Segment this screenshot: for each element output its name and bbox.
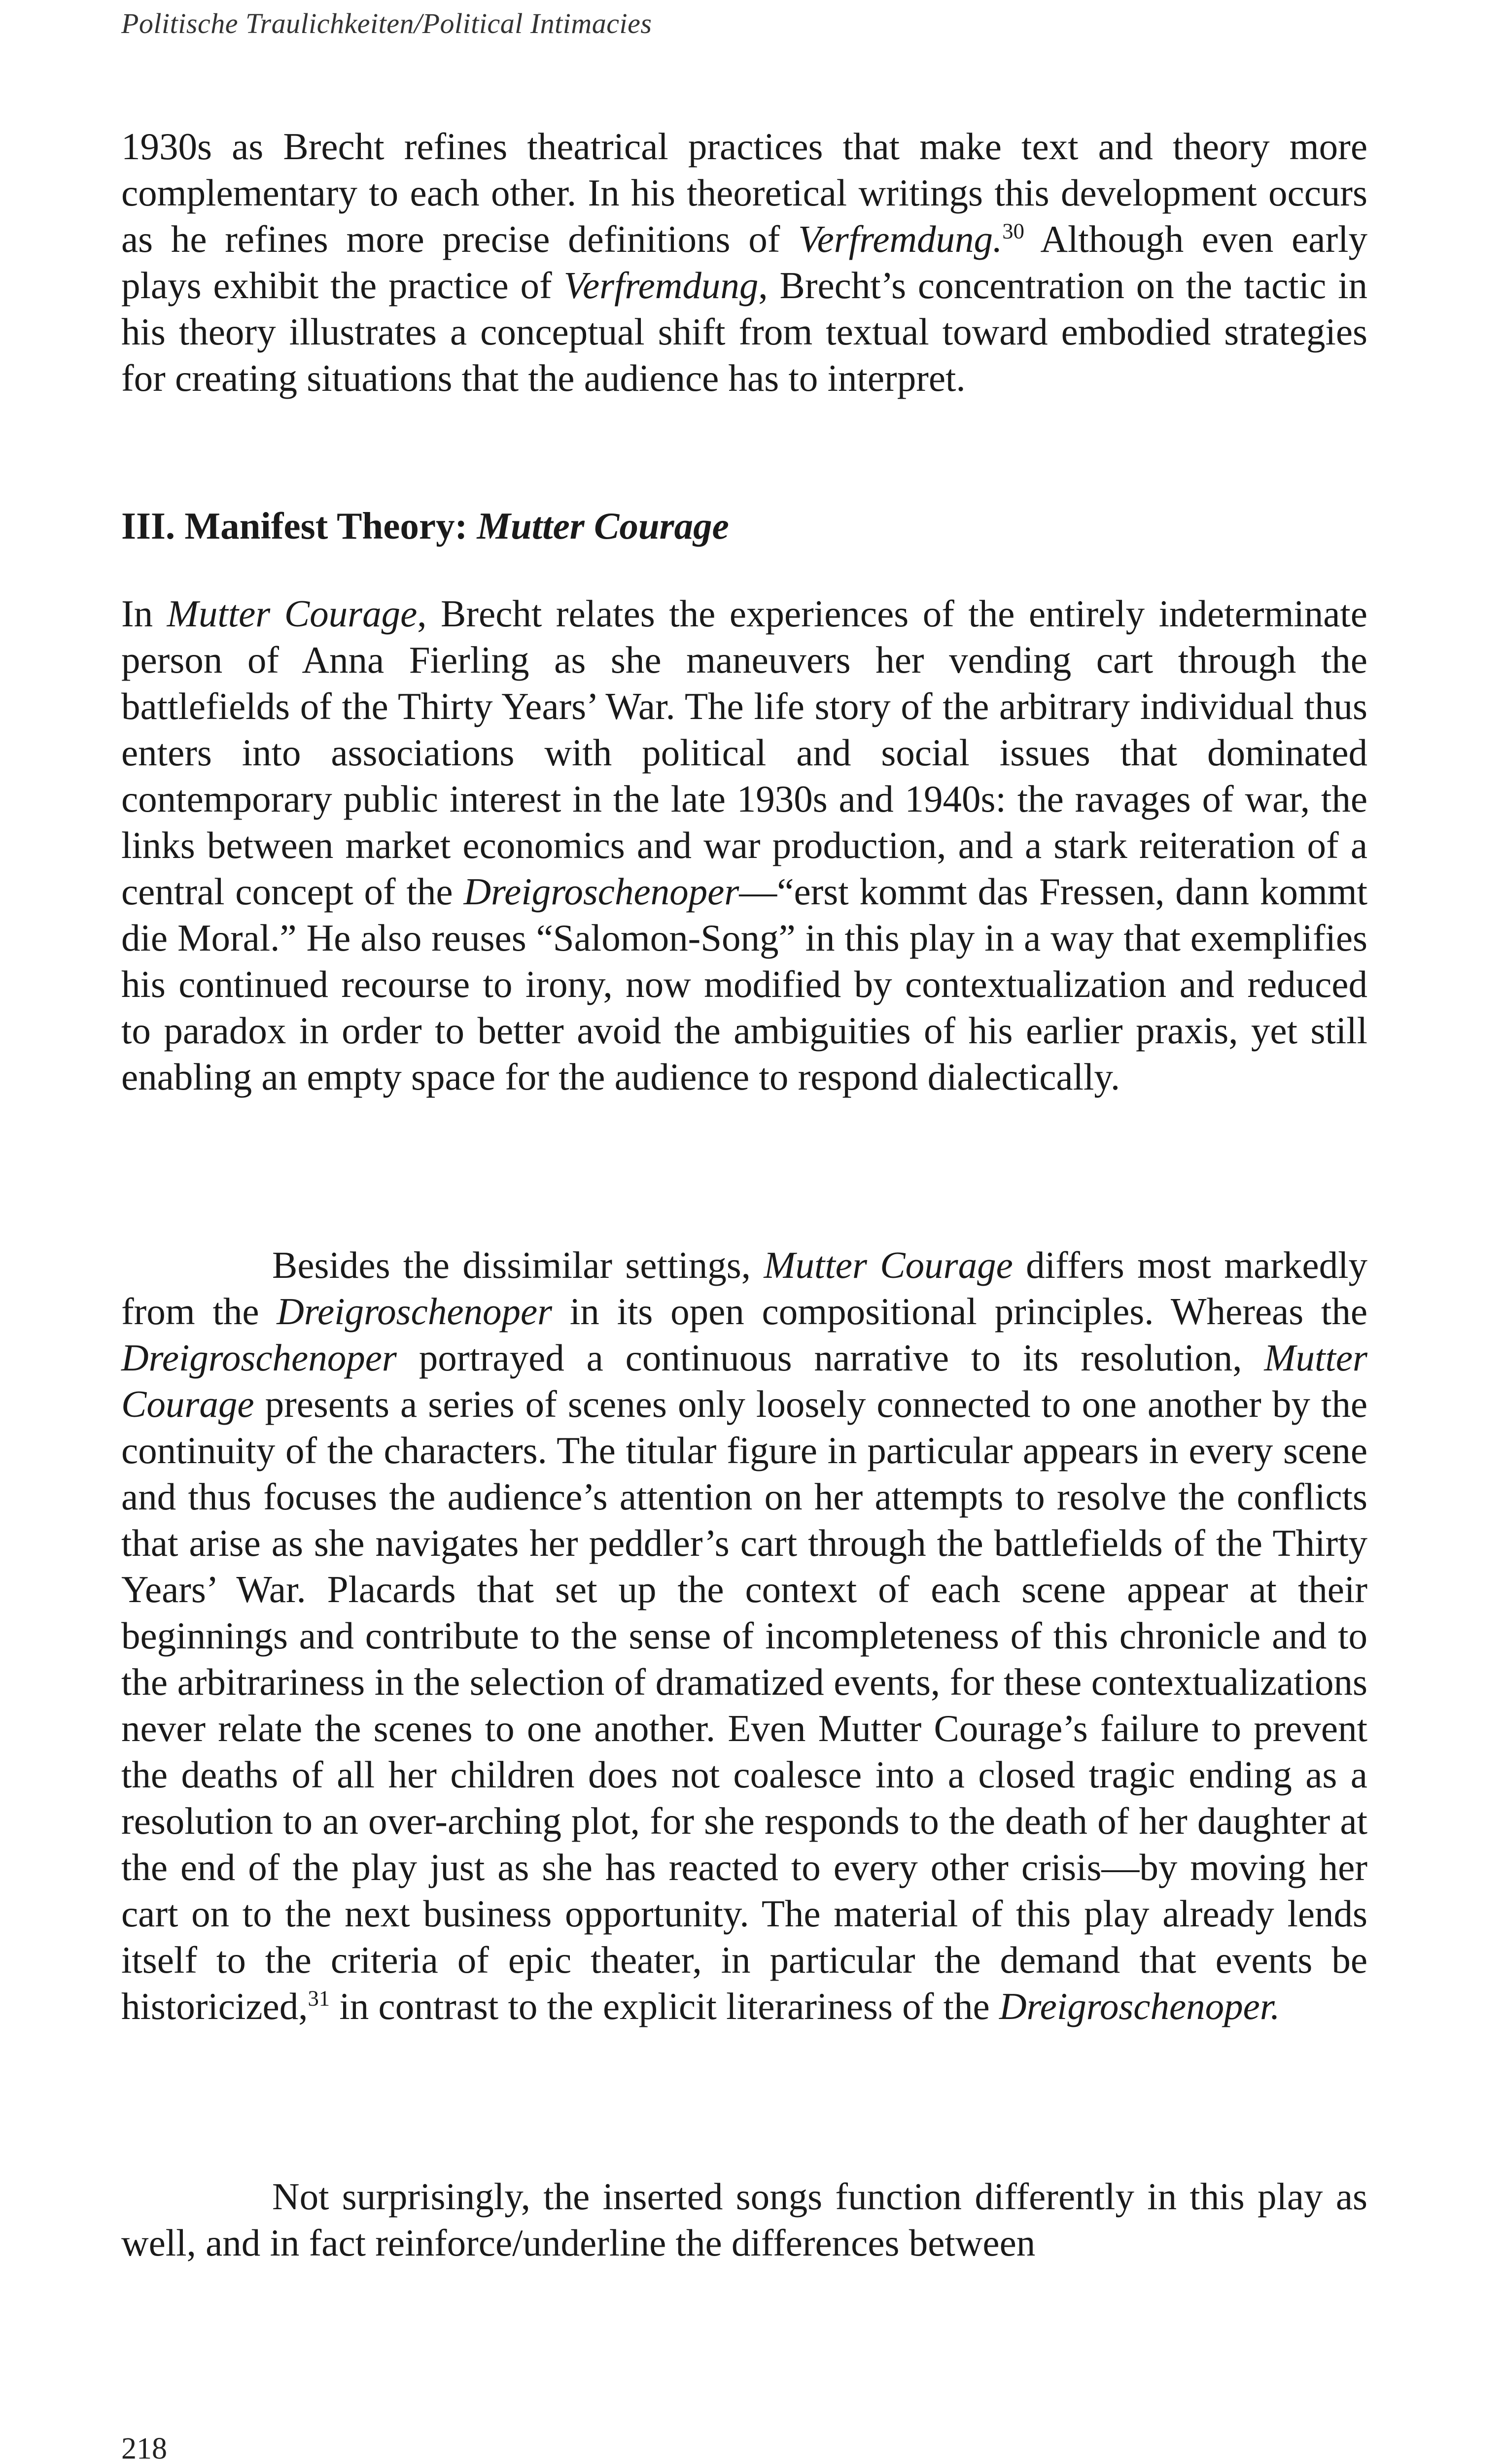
text-run: , Brecht’s concentration on the tactic in his theory illustrates a conceptual shift from textual toward embodied strategies for creating situations that the audience has to interpret. — [121, 264, 1367, 399]
running-header: Politische Traulichkeiten/Political Intimacies — [121, 7, 652, 39]
section-heading — [121, 503, 729, 549]
body-paragraph-1 — [121, 123, 1367, 401]
text-run: In — [121, 592, 167, 635]
section-heading-title: Mutter Courage — [477, 505, 729, 547]
text-run: Besides the dissimilar settings, — [272, 1244, 764, 1286]
section-heading-prefix: III. Manifest Theory: — [121, 505, 477, 547]
text-run: portrayed a continuous narrative to its resolution, — [396, 1336, 1264, 1379]
footnote-marker-31[interactable]: 31 — [308, 1985, 330, 2011]
italic-term: Dreigroschenoper — [463, 870, 739, 913]
body-paragraph-4 — [121, 2173, 1367, 2266]
text-run: in its open compositional principles. Whereas the — [552, 1290, 1367, 1333]
text-run: Not surprisingly, the inserted songs function differently in this play as well, and in fact reinforce/underline the differences between — [121, 2175, 1367, 2264]
italic-term: Mutter Courage — [764, 1244, 1013, 1286]
text-run: , Brecht relates the experiences of the entirely indeterminate person of Anna Fierling as she maneuvers her vending cart through the battlefields of the Thirty Years’ War. The life story of the arbitrary individual thus enters into associations with political and social issues that dominated contemporary public interest in the late 1930s and 1940s: the ravages of war, the links between market economics and war production, and a stark reiteration of a central concept of the — [121, 592, 1367, 913]
italic-term: Dreigroschenoper — [121, 1336, 397, 1379]
italic-term: Mutter Courage — [167, 592, 418, 635]
text-run: —“erst kommt das Fressen, dann kommt die Moral.” He also reuses “Salomon-Song” in this play in a way that exemplifies his continued recourse to irony, now modified by contextualization and reduced to paradox in order to better avoid the ambiguities of his earlier praxis, yet still enabling an empty space for the audience to respond dialectically. — [121, 870, 1367, 1098]
italic-term: Mutter Courage — [121, 1336, 1367, 1425]
italic-term: Verfremdung. — [798, 218, 1003, 260]
text-run: presents a series of scenes only loosely connected to one another by the continuity of the characters. The titular figure in particular appears in every scene and thus focuses the audience’s attention on her attempts to resolve the conflicts that arise as she navigates her peddler’s cart through the battlefields of the Thirty Years’ War. Placards that set up the context of each scene appear at their beginnings and contribute to the sense of incompleteness of this chronicle and to the arbitrariness in the selection of dramatized events, for these contextualizations never relate the scenes to one another. Even Mutter Courage’s failure to prevent the deaths of all her children does not coalesce into a closed tragic ending as a resolution to an over-arching plot, for she responds to the death of her daughter at the end of the play just as she has reacted to every other crisis—by moving her cart on to the next business opportunity. The material of this play already lends itself to the criteria of epic theater, in particular the demand that events be historicized, — [121, 1383, 1367, 2027]
italic-term: Dreigroschenoper. — [999, 1985, 1280, 2027]
body-paragraph-3 — [121, 1242, 1367, 2029]
text-run: differs most markedly from the — [121, 1244, 1368, 1333]
text-run: Although even early plays exhibit the practice of — [121, 218, 1367, 307]
italic-term: Verfremdung — [563, 264, 759, 307]
italic-term: Dreigroschenoper — [277, 1290, 553, 1333]
text-run: 1930s as Brecht refines theatrical practices that make text and theory more complementary to each other. In his theoretical writings this development occurs as he refines more precise definitions of — [121, 125, 1367, 260]
text-run: in contrast to the explicit literariness of the — [330, 1985, 999, 2027]
page-number: 218 — [121, 2432, 167, 2464]
footnote-marker-30[interactable]: 30 — [1002, 218, 1024, 243]
body-paragraph-2 — [121, 590, 1367, 1100]
